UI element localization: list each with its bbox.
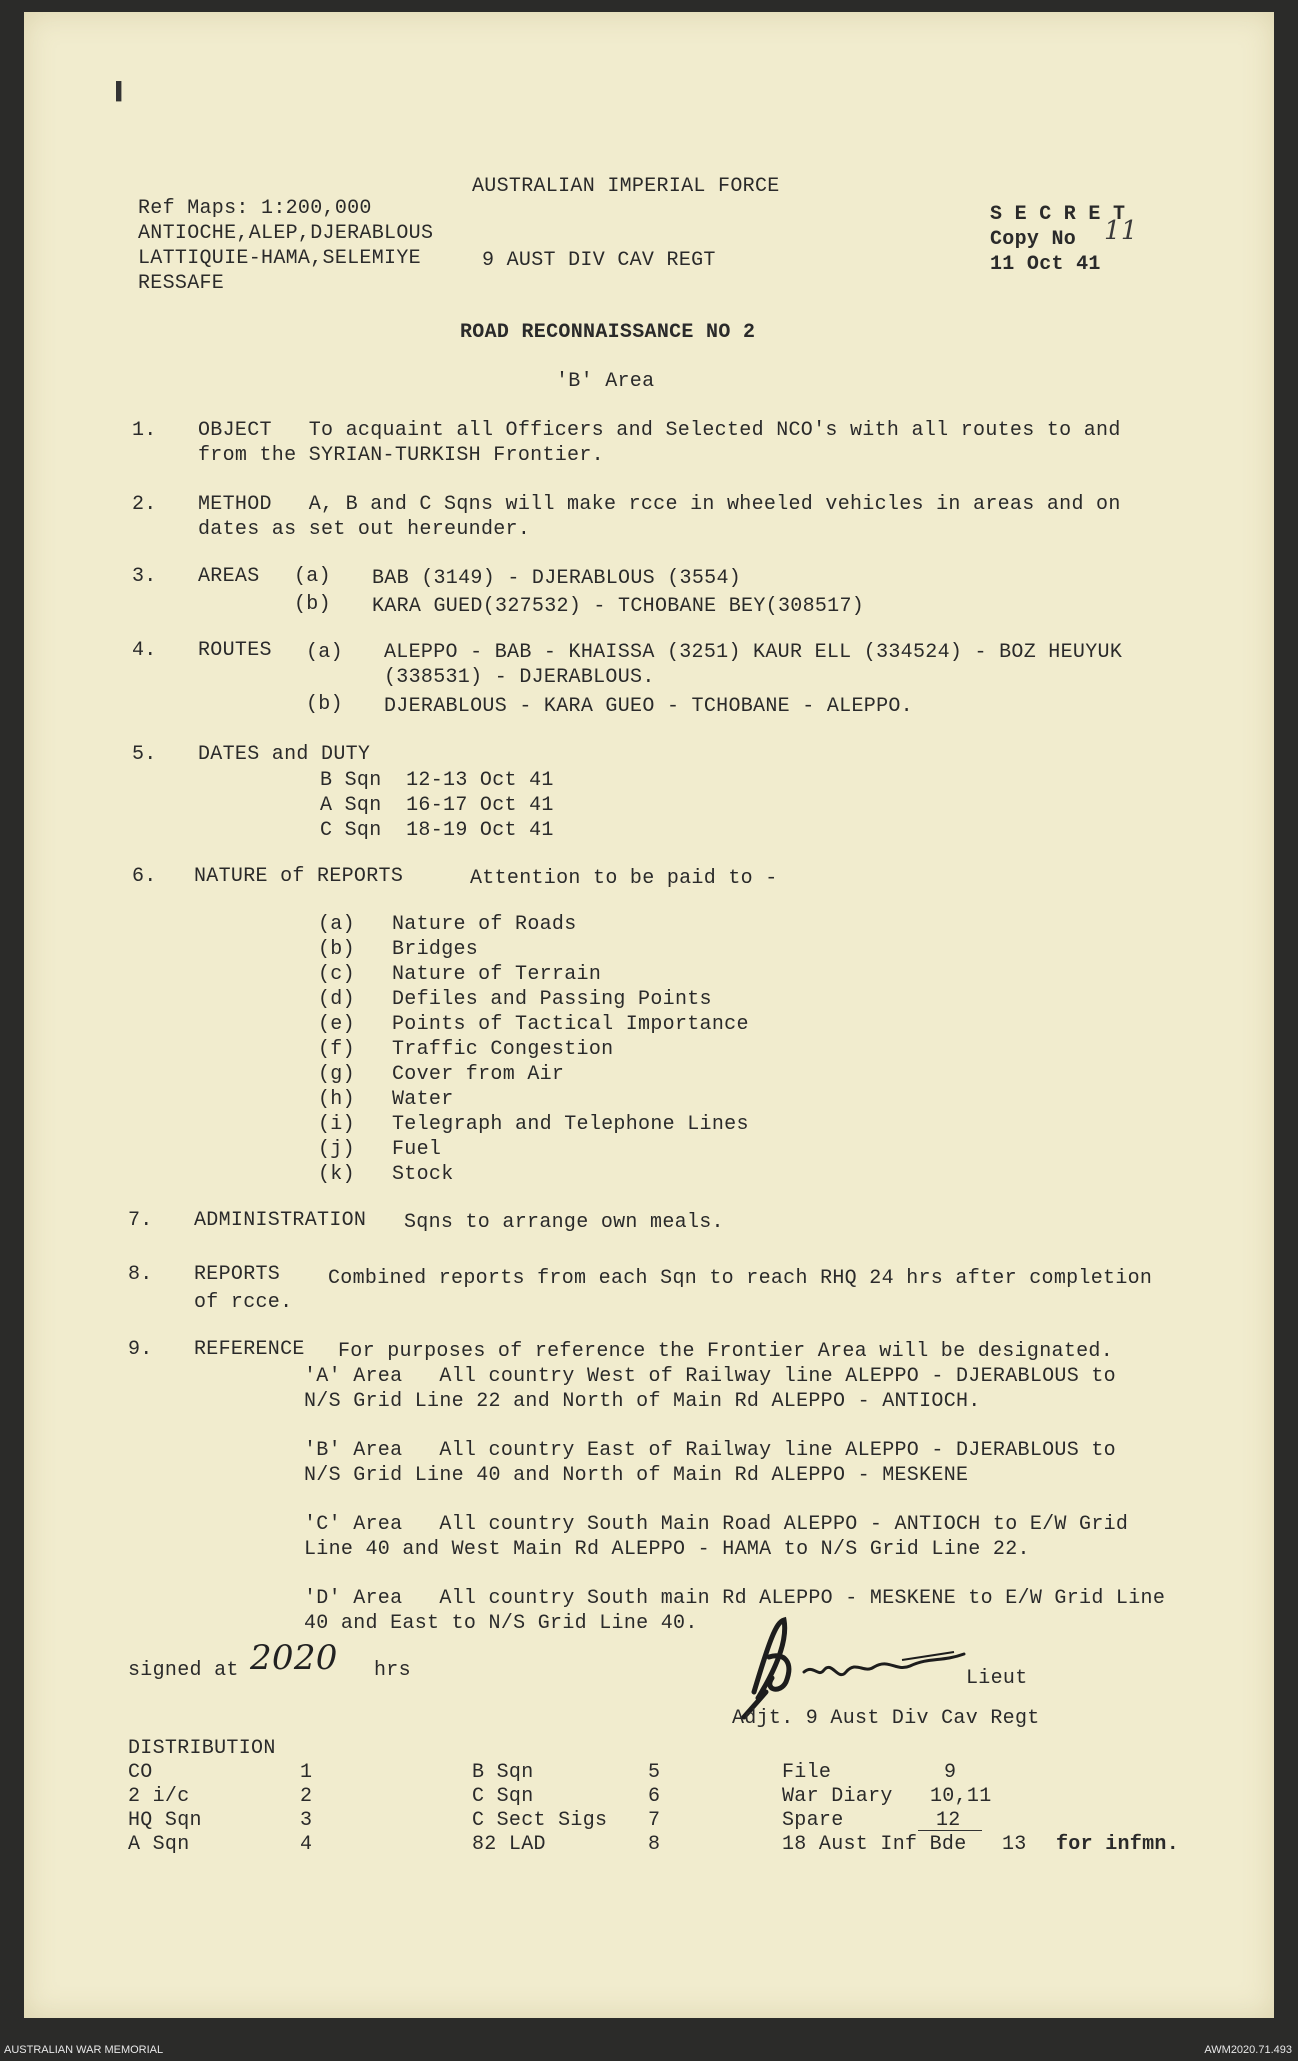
para-3-a: BAB (3149) - DJERABLOUS (3554) <box>372 567 742 590</box>
para-7-label: ADMINISTRATION <box>194 1209 367 1232</box>
dist-recipient: Spare <box>782 1809 844 1832</box>
dist-copy: 10,11 <box>930 1785 992 1808</box>
copy-no-label: Copy No <box>990 228 1077 251</box>
dist-copy: 12 <box>936 1809 961 1832</box>
para-6-label: NATURE of REPORTS <box>194 865 404 888</box>
area-d-line-2: 40 and East to N/S Grid Line 40. <box>304 1612 698 1635</box>
para-3-number: 3. <box>132 565 157 588</box>
para-8-label: REPORTS <box>194 1263 281 1286</box>
stray-mark: ▌ <box>116 82 127 102</box>
para-9-label: REFERENCE <box>194 1338 305 1361</box>
para-3-a-letter: (a) <box>294 565 331 588</box>
signed-at-label: signed at <box>128 1659 239 1682</box>
dist-copy: 3 <box>300 1809 313 1832</box>
para-8-line-2: of rcce. <box>194 1291 293 1314</box>
dist-recipient: 82 LAD <box>472 1833 546 1856</box>
para-3-b: KARA GUED(327532) - TCHOBANE BEY(308517) <box>372 595 865 618</box>
para-2-number: 2. <box>132 493 157 516</box>
para-7-text: Sqns to arrange own meals. <box>404 1211 724 1234</box>
rank: Lieut <box>966 1667 1028 1690</box>
copy-no-value: 11 <box>1104 216 1138 246</box>
para-4-a-line-1: ALEPPO - BAB - KHAISSA (3251) KAUR ELL (334524) - BOZ HEUYUK <box>384 641 1123 664</box>
dist-recipient: 18 Aust Inf Bde <box>782 1833 967 1856</box>
para-1-line-1: OBJECT To acquaint all Officers and Selected NCO's with all routes to and <box>198 419 1121 442</box>
archive-credit: AUSTRALIAN WAR MEMORIAL <box>4 2044 164 2056</box>
signed-time: 2020 <box>250 1638 338 1678</box>
area-d-line-1: 'D' Area All country South main Rd ALEPPO - MESKENE to E/W Grid Line <box>304 1587 1166 1610</box>
unit-heading: 9 AUST DIV CAV REGT <box>482 249 716 272</box>
para-6-number: 6. <box>132 865 157 888</box>
document-page: ▌ Ref Maps: 1:200,000 ANTIOCHE,ALEP,DJERABLOUS LATTIQUIE-HAMA,SELEMIYE RESSAFE AUSTRALIAN IMPERIAL FORCE 9 AUST DIV CAV REGT S E C R E T Copy No 11 11 Oct 41 ROAD RECONNAISSANCE NO 2 'B' Area 1. OBJECT To acquaint all Officers and Selected NCO's with all routes to and from the SYRIAN-TURKISH Frontier. 2. METHOD A, B and C Sqns will make rcce in wheeled vehicles in areas and on dates as set out hereunder. 3. AREAS (a) BAB (3149) - DJERABLOUS (3554) (b) KARA GUED(327532) - TCHOBANE BEY(308517) 4. ROUTES (a) ALEPPO - BAB - KHAISSA (3251) KAUR ELL (334524) - BOZ HEUYUK (338531) - DJERABLOUS. (b) DJERABLOUS - KARA GUEO - TCHOBANE - ALEPPO. 5. DATES and DUTY B Sqn 12-13 Oct 41 A Sqn 16-17 Oct 41 C Sqn 18-19 Oct 41 6. NATURE of REPORTS Attention to be paid to - (a) Nature of Roads (b) Bridges (c) Nature of Terrain (d) Defiles and Passing Points (e) Points of Tactical Importance (f) Traffic Congestion (g) Cover from Air (h) Water (i) Telegraph and Telephone Lines (j) Fuel (k) Stock 7. ADMINISTRATION Sqns to arrange own meals. 8. REPORTS Combined reports from each Sqn to reach RHQ 24 hrs after completion of rcce. 9. REFERENCE For purposes of reference the Frontier Area will be designated. 'A' Area All country West of Railway line ALEPPO - DJERABLOUS to N/S Grid Line 22 and North of Main Rd ALEPPO - ANTIOCH. 'B' Area All country East of Railway line ALEPPO - DJERABLOUS to N/S Grid Line 40 and North of Main Rd ALEPPO - MESKENE 'C' Area All country South Main Road ALEPPO - ANTIOCH to E/W Grid Line 40 and West Main Rd ALEPPO - HAMA to N/S Grid Line 22. 'D' Area All country South main Rd ALEPPO - MESKENE to E/W Grid Line 40 and East to N/S Grid Line 40. signed at 2020 hrs Lieut Adjt. 9 Aust Div Cav Regt DISTRIBUTION CO 1 2 i/c 2 HQ Sqn 3 A Sqn 4 B Sqn 5 C Sqn 6 C Sect Sigs 7 82 LAD 8 File 9 War Diary 10,11 Spare 12 18 Aust Inf Bde 13 for infmn. <box>24 12 1274 2018</box>
dist-recipient: B Sqn <box>472 1761 534 1784</box>
para-6-intro: Attention to be paid to - <box>470 867 778 890</box>
ref-maps: Ref Maps: 1:200,000 <box>138 197 372 220</box>
dist-recipient: A Sqn <box>128 1833 190 1856</box>
force-heading: AUSTRALIAN IMPERIAL FORCE <box>472 175 780 198</box>
para-4-b: DJERABLOUS - KARA GUEO - TCHOBANE - ALEPPO. <box>384 695 913 718</box>
para-5-number: 5. <box>132 743 157 766</box>
area-b-line-1: 'B' Area All country East of Railway line ALEPPO - DJERABLOUS to <box>304 1439 1116 1462</box>
dist-recipient: File <box>782 1761 832 1784</box>
para-2-line-1: METHOD A, B and C Sqns will make rcce in wheeled vehicles in areas and on <box>198 493 1121 516</box>
secret-marking: S E C R E T <box>990 203 1126 226</box>
para-8-line-1: Combined reports from each Sqn to reach RHQ 24 hrs after completion <box>328 1267 1153 1290</box>
para-5-line-1: B Sqn 12-13 Oct 41 <box>320 769 554 792</box>
para-4-number: 4. <box>132 639 157 662</box>
para-4-label: ROUTES <box>198 639 272 662</box>
para-9-number: 9. <box>128 1338 153 1361</box>
dist-copy: 6 <box>648 1785 661 1808</box>
document-subtitle: 'B' Area <box>556 370 655 393</box>
para-1-line-2: from the SYRIAN-TURKISH Frontier. <box>198 444 604 467</box>
distribution-heading: DISTRIBUTION <box>128 1737 276 1760</box>
dist-recipient: C Sqn <box>472 1785 534 1808</box>
dist-recipient: War Diary <box>782 1785 893 1808</box>
area-a-line-2: N/S Grid Line 22 and North of Main Rd ALEPPO - ANTIOCH. <box>304 1390 981 1413</box>
para-5-line-3: C Sqn 18-19 Oct 41 <box>320 819 554 842</box>
area-c-line-1: 'C' Area All country South Main Road ALEPPO - ANTIOCH to E/W Grid <box>304 1513 1129 1536</box>
dist-recipient: CO <box>128 1761 153 1784</box>
dist-copy: 4 <box>300 1833 313 1856</box>
para-4-a-letter: (a) <box>306 641 343 664</box>
document-date: 11 Oct 41 <box>990 253 1101 276</box>
para-9-intro: For purposes of reference the Frontier Area will be designated. <box>338 1340 1114 1363</box>
dist-copy: 2 <box>300 1785 313 1808</box>
ref-maps-line-2: ANTIOCHE,ALEP,DJERABLOUS <box>138 222 434 245</box>
dist-copy: 8 <box>648 1833 661 1856</box>
document-title: ROAD RECONNAISSANCE NO 2 <box>460 321 756 344</box>
para-4-b-letter: (b) <box>306 693 343 716</box>
para-1-number: 1. <box>132 419 157 442</box>
para-3-label: AREAS <box>198 565 260 588</box>
dist-recipient: C Sect Sigs <box>472 1809 608 1832</box>
dist-copy: 9 <box>944 1761 957 1784</box>
dist-copy: 5 <box>648 1761 661 1784</box>
appointment: Adjt. 9 Aust Div Cav Regt <box>732 1707 1040 1730</box>
ref-maps-line-3: LATTIQUIE-HAMA,SELEMIYE <box>138 247 421 270</box>
para-7-number: 7. <box>128 1209 153 1232</box>
ref-maps-line-4: RESSAFE <box>138 272 225 295</box>
para-2-line-2: dates as set out hereunder. <box>198 518 531 541</box>
archive-reference: AWM2020.71.493 <box>1204 2044 1292 2056</box>
for-information-note: for infmn. <box>1056 1833 1180 1856</box>
area-b-line-2: N/S Grid Line 40 and North of Main Rd ALEPPO - MESKENE <box>304 1464 969 1487</box>
area-c-line-2: Line 40 and West Main Rd ALEPPO - HAMA to N/S Grid Line 22. <box>304 1538 1030 1561</box>
underline <box>918 1830 982 1831</box>
dist-copy: 1 <box>300 1761 313 1784</box>
para-8-number: 8. <box>128 1263 153 1286</box>
para-5-label: DATES and DUTY <box>198 743 371 766</box>
hrs-label: hrs <box>374 1659 411 1682</box>
area-a-line-1: 'A' Area All country West of Railway line ALEPPO - DJERABLOUS to <box>304 1365 1116 1388</box>
para-4-a-line-2: (338531) - DJERABLOUS. <box>384 666 655 689</box>
dist-copy: 13 <box>1002 1833 1027 1856</box>
para-3-b-letter: (b) <box>294 593 331 616</box>
dist-recipient: 2 i/c <box>128 1785 190 1808</box>
para-5-line-2: A Sqn 16-17 Oct 41 <box>320 794 554 817</box>
dist-copy: 7 <box>648 1809 661 1832</box>
dist-recipient: HQ Sqn <box>128 1809 202 1832</box>
